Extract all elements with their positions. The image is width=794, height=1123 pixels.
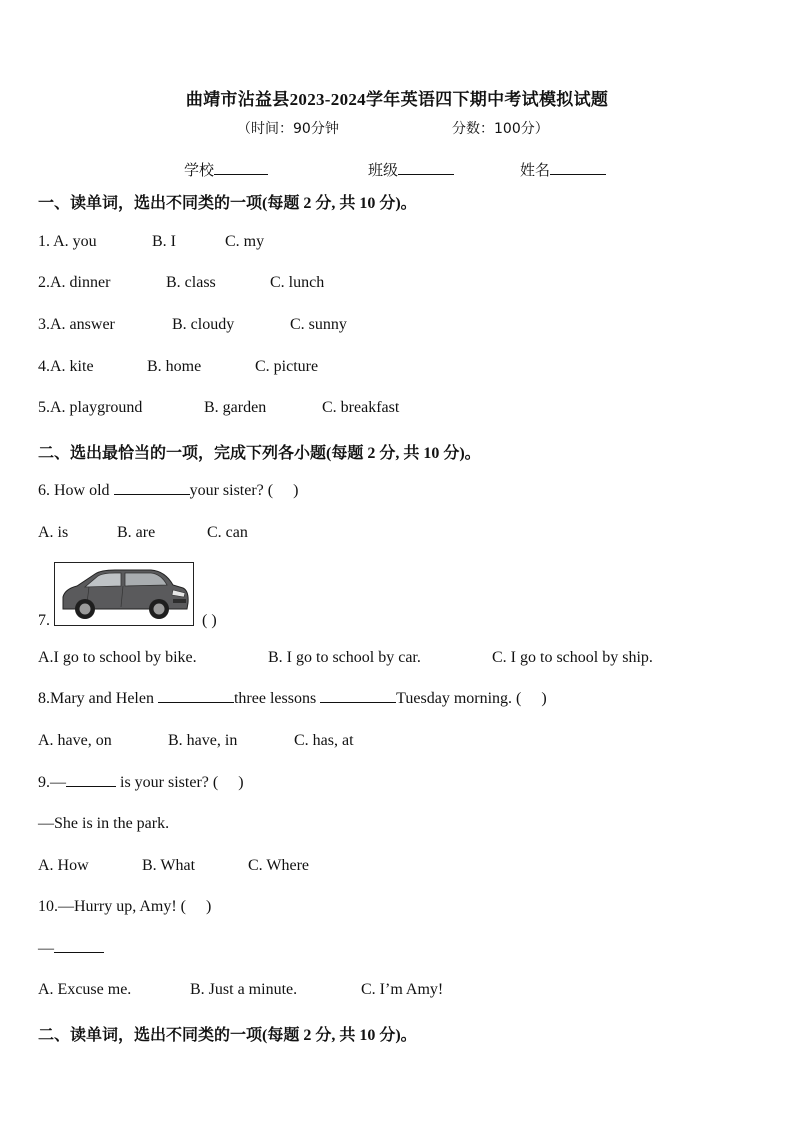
- q7-num: 7.: [38, 612, 50, 629]
- q8-blank2: [320, 701, 396, 703]
- class-field: [368, 159, 454, 180]
- q9-pre: 9.—: [38, 774, 66, 791]
- class-blank: [398, 173, 454, 175]
- q10-b: B. Just a minute.: [190, 981, 298, 998]
- section2-title: 二、选出最恰当的一项，完成下列各小题(每题 2 分, 共 10 分)。: [38, 445, 481, 462]
- car-photo-icon: [54, 562, 194, 626]
- class-label: 班级: [368, 163, 399, 179]
- q6-paren: ): [293, 482, 299, 499]
- q6-b: B. are: [117, 524, 156, 541]
- q4-a: 4.A. kite: [38, 358, 94, 375]
- q8-c: C. has, at: [294, 732, 354, 749]
- q9-a: A. How: [38, 857, 89, 874]
- q7-b: B. I go to school by car.: [268, 649, 421, 666]
- time-info: （时间：90分钟: [237, 121, 339, 137]
- q4-c: C. picture: [255, 358, 319, 375]
- q8-blank1: [158, 701, 234, 703]
- q6-pre: 6. How old: [38, 482, 110, 499]
- q7-c: C. I go to school by ship.: [492, 649, 653, 666]
- q8-mid: three lessons: [233, 690, 317, 707]
- q2-a: 2.A. dinner: [38, 274, 111, 291]
- q10-dash: —: [38, 940, 54, 957]
- q8-stem: [38, 690, 547, 708]
- q10-stem: [38, 898, 211, 916]
- score-info: 分数：100分）: [452, 121, 549, 137]
- q9-post: is your sister? (: [120, 774, 219, 791]
- q1-c: C. my: [225, 233, 265, 250]
- q9-stem: [38, 774, 244, 792]
- q10-reply: [38, 940, 104, 958]
- q10-paren: ): [205, 898, 212, 915]
- school-field: [184, 159, 268, 180]
- q8-pre: 8.Mary and Helen: [38, 690, 154, 707]
- q1-a: 1. A. you: [38, 233, 97, 250]
- q6-c: C. can: [207, 524, 248, 541]
- q9-paren: ): [238, 774, 244, 791]
- q4-b: B. home: [147, 358, 202, 375]
- q6-stem: [38, 482, 298, 500]
- q3-a: 3.A. answer: [38, 316, 115, 333]
- section1-title: 一、读单词，选出不同类的一项(每题 2 分, 共 10 分)。: [38, 195, 417, 212]
- name-label: 姓名: [520, 163, 551, 179]
- q10-blank: [54, 951, 104, 953]
- name-field: [520, 159, 606, 180]
- q6-post: your sister? (: [189, 482, 274, 499]
- page-title: 曲靖市沾益县2023-2024学年英语四下期中考试模拟试题: [185, 90, 609, 109]
- school-label: 学校: [184, 163, 215, 179]
- q8-paren: ): [541, 690, 547, 707]
- q5-b: B. garden: [204, 399, 267, 416]
- q2-c: C. lunch: [270, 274, 325, 291]
- q8-b: B. have, in: [168, 732, 238, 749]
- q1-b: B. I: [152, 233, 176, 250]
- q10-a: A. Excuse me.: [38, 981, 132, 998]
- q6-a: A. is: [38, 524, 69, 541]
- q7-a: A.I go to school by bike.: [38, 649, 197, 666]
- section3-title: 二、读单词，选出不同类的一项(每题 2 分, 共 10 分)。: [38, 1027, 417, 1044]
- q5-c: C. breakfast: [322, 399, 400, 416]
- q10-pre: 10.—Hurry up, Amy! (: [38, 898, 186, 915]
- school-blank: [214, 173, 268, 175]
- q3-b: B. cloudy: [172, 316, 235, 333]
- q5-a: 5.A. playground: [38, 399, 143, 416]
- q10-c: C. I’m Amy!: [361, 981, 444, 998]
- q2-b: B. class: [166, 274, 216, 291]
- q8-post: Tuesday morning. (: [396, 690, 522, 707]
- q9-reply: —She is in the park.: [38, 815, 170, 832]
- q6-blank: [114, 493, 190, 495]
- q3-c: C. sunny: [290, 316, 347, 333]
- q9-b: B. What: [142, 857, 196, 874]
- name-blank: [550, 173, 606, 175]
- q8-a: A. have, on: [38, 732, 112, 749]
- q7-paren: ( ): [202, 612, 217, 629]
- q9-blank: [66, 785, 116, 787]
- q9-c: C. Where: [248, 857, 310, 874]
